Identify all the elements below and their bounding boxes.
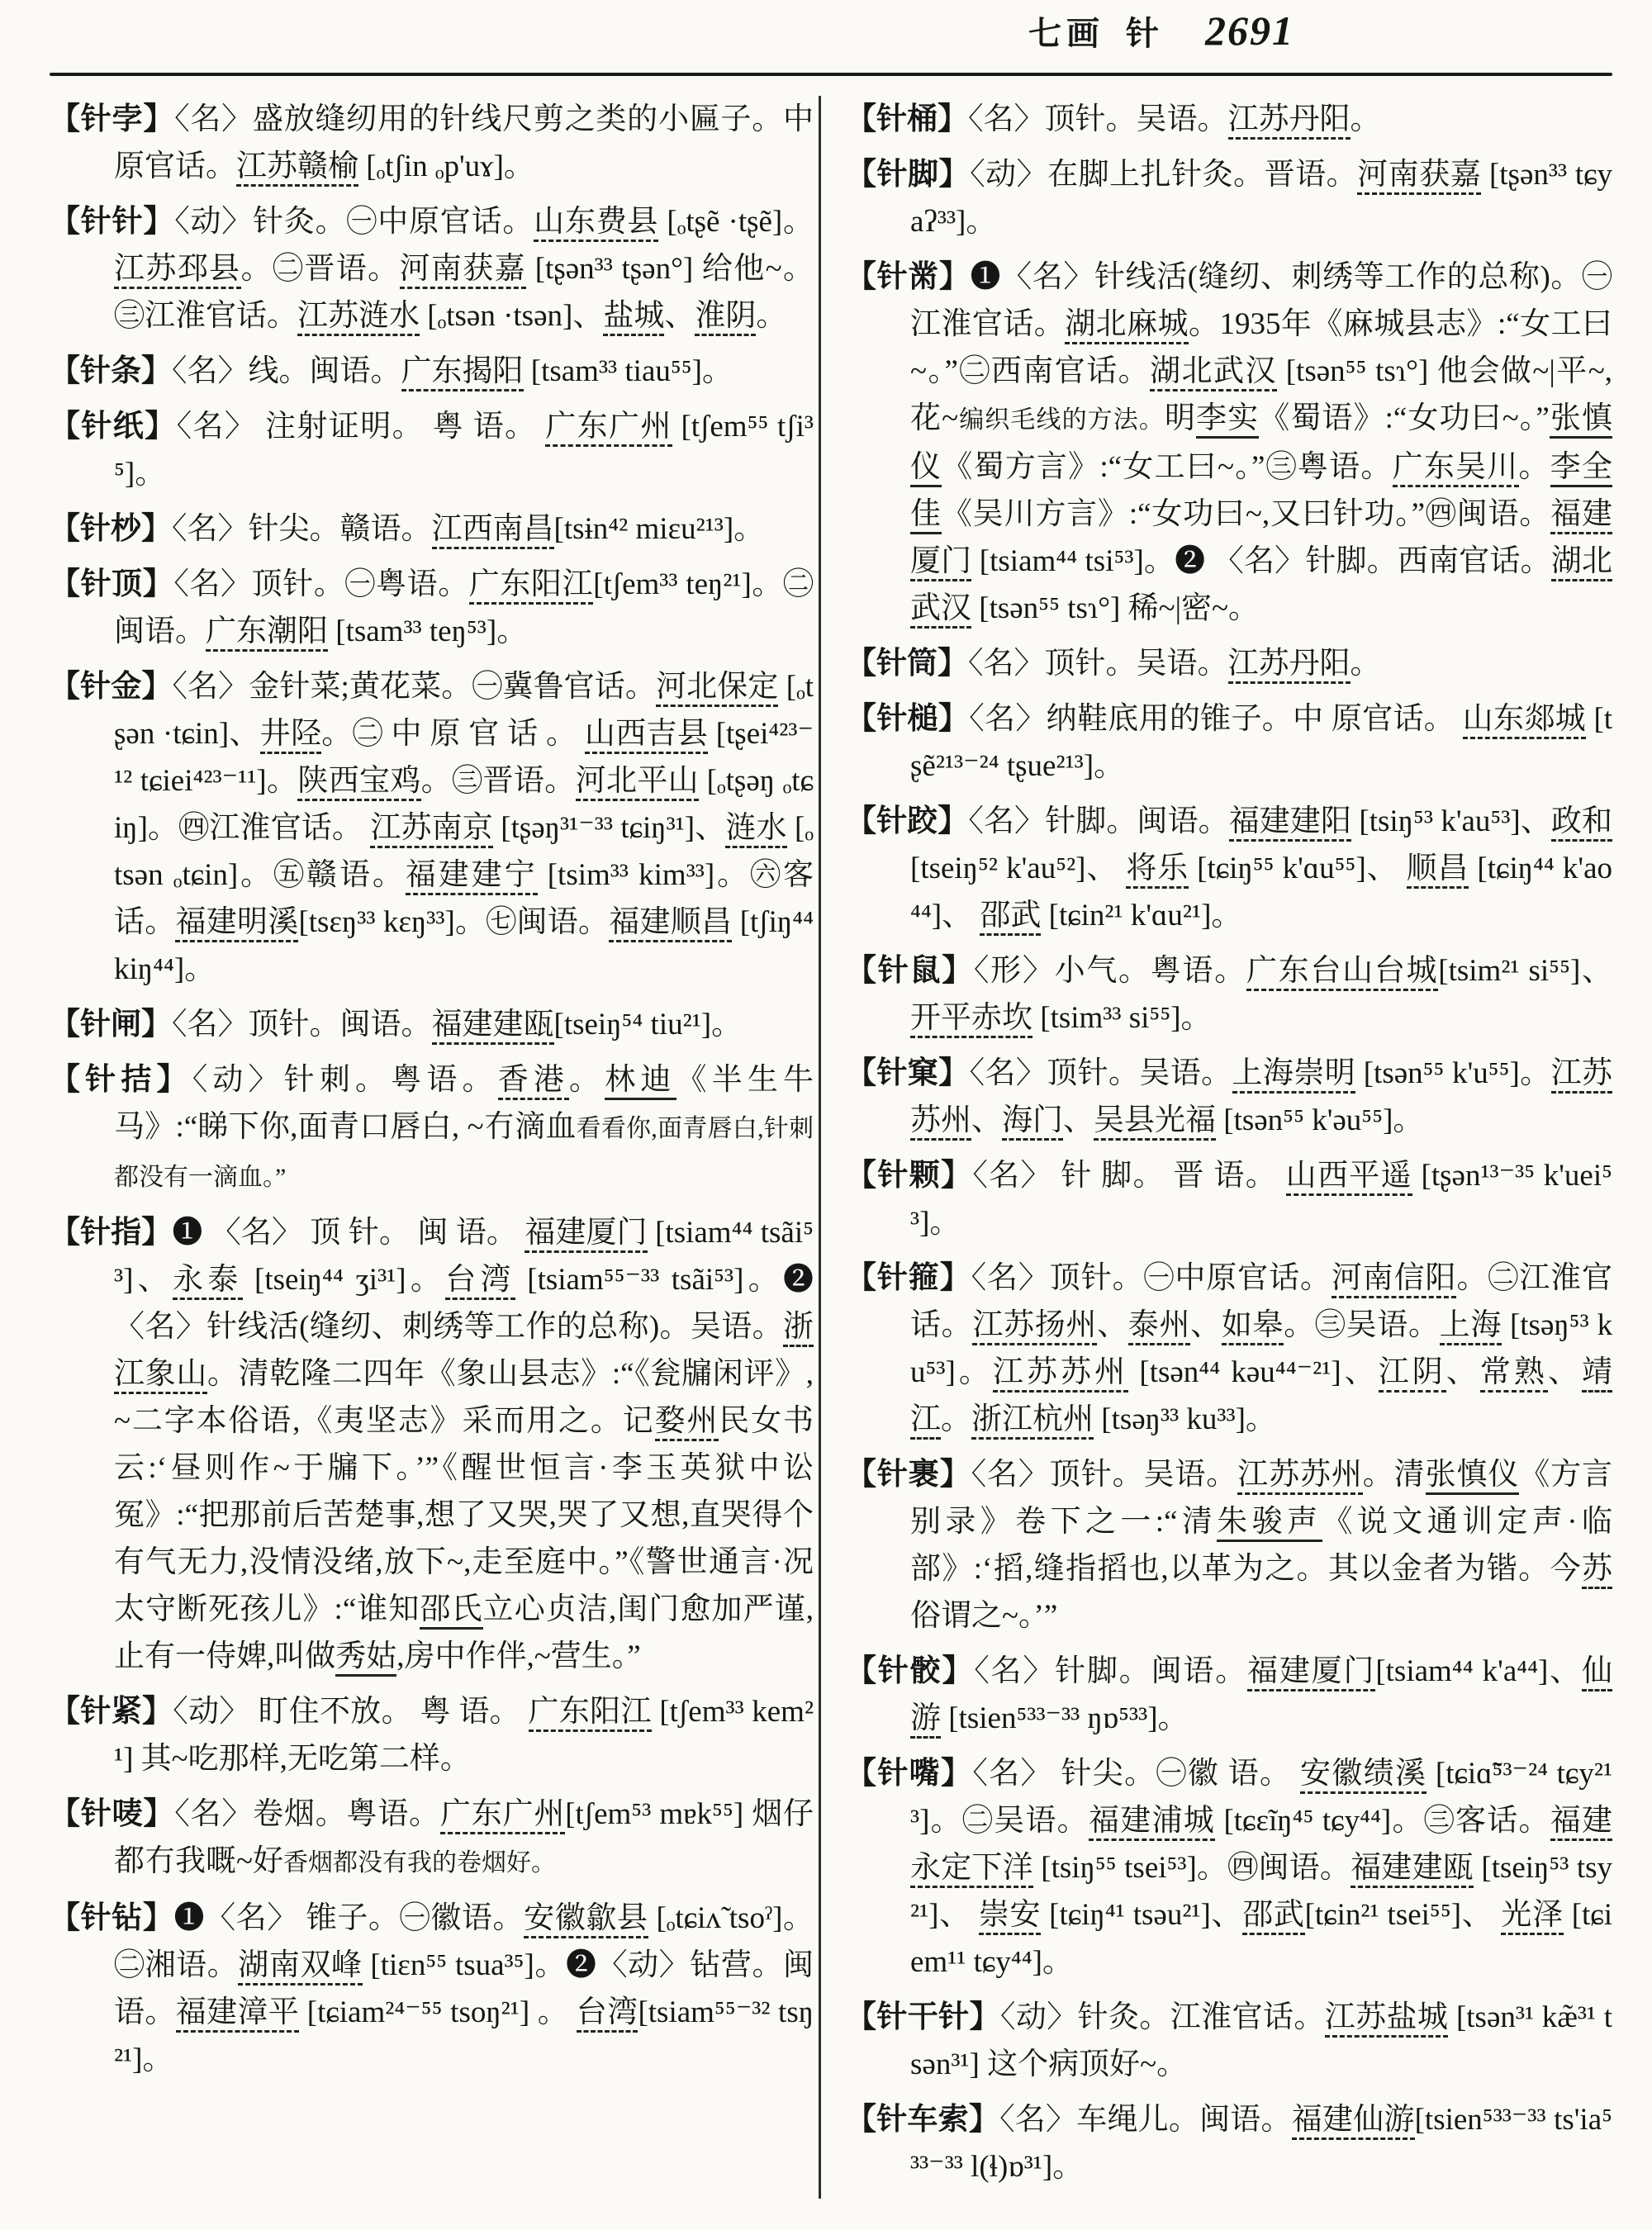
entry-text: [tsiam⁴⁴ tsi⁵³]。❷ 〈名〉针脚。西南官话。 — [971, 544, 1551, 578]
place-name: 广东台山台城 — [1246, 954, 1438, 991]
place-name: 湖北麻城 — [1065, 307, 1189, 344]
entry-text: 〈名〉顶针。㊀中原官话。 — [971, 1261, 1332, 1295]
dict-entry — [50, 403, 814, 497]
entry-text: 。 — [569, 1063, 605, 1097]
dict-entry — [50, 505, 814, 553]
person-name: 邵氏 — [420, 1592, 482, 1630]
entry-text: 。 — [1518, 450, 1550, 484]
page-header — [1028, 7, 1294, 55]
entry-text: [tsəŋ⁵³ ku⁵³]。 — [910, 1308, 1613, 1389]
place-name: 福建建阳 — [1229, 804, 1351, 842]
entry-text: 〈名〉盛放缝纫用的针线尺剪之类的小匾子。中原官话。 — [114, 102, 814, 183]
dict-entry — [50, 1688, 814, 1782]
entry-text: ,房中作伴,~营生。” — [396, 1639, 641, 1673]
text-columns — [50, 96, 1612, 2199]
entry-headword: 【 针箍 】 — [846, 1261, 971, 1295]
entry-text: 。 — [1350, 102, 1381, 136]
entry-headword: 【 针钻 】 — [50, 1901, 173, 1935]
entry-text: 《半生牛马》:“睇下你,面青口唇白, ~冇滴血 — [114, 1063, 814, 1144]
dict-entry — [50, 1895, 814, 2083]
entry-text: 。清乾隆二四年《象山县志》:“《瓮牖闲评》,~二字本俗语,《夷坚志》采而用之。记 — [114, 1357, 814, 1438]
entry-text: 〈名〉顶针。吴语。 — [968, 647, 1228, 681]
entry-headword: 【 针闸 】 — [50, 1008, 172, 1041]
dict-entry — [50, 561, 814, 655]
entry-text: 〈名〉针脚。闽语。 — [974, 1654, 1248, 1688]
place-name: 河北保定 — [656, 670, 778, 707]
entry-text: [tʂən¹³⁻³⁵ k'uei⁵³]。 — [910, 1159, 1613, 1240]
place-name: 江苏赣榆 — [236, 149, 358, 187]
place-name: 婺州 — [655, 1404, 719, 1441]
entry-text: 、 — [1446, 1355, 1480, 1389]
place-name: 广东阳江 — [529, 1695, 652, 1732]
dict-entry — [50, 198, 814, 339]
entry-text: 。㊁江淮官话。 — [910, 1261, 1613, 1342]
entry-headword: 【 针拮 】 — [50, 1063, 192, 1097]
entry-text: 、 — [1097, 1308, 1128, 1342]
entry-text: 、 — [1547, 1355, 1583, 1389]
place-name: 湖北武汉 — [1150, 354, 1277, 391]
entry-text: 、 — [1063, 1103, 1094, 1137]
place-name: 浙江杭州 — [971, 1402, 1094, 1440]
entry-text: ❶ 〈名〉 顶 针。 闽 语。 — [172, 1216, 525, 1250]
place-name: 常熟 — [1480, 1355, 1548, 1393]
dict-entry — [50, 96, 814, 190]
dict-entry — [50, 1056, 814, 1201]
entry-text: 。 — [1350, 647, 1381, 681]
entry-text: 《方言别录》卷下之一:“清 — [910, 1458, 1613, 1539]
entry-text: ❶〈名〉 锥子。㊀徽语。 — [173, 1901, 525, 1935]
entry-text: 。㊂吴语。 — [1284, 1308, 1440, 1342]
place-name: 河南信阳 — [1332, 1261, 1457, 1298]
place-name: 山西吉县 — [585, 717, 708, 754]
place-name: 香港 — [498, 1063, 569, 1100]
place-name: 江苏苏州 — [1237, 1458, 1363, 1495]
entry-text: [tʃiŋ⁴⁴ kiŋ⁴⁴]。 — [114, 905, 814, 986]
place-name: 邵武 — [1242, 1898, 1304, 1935]
entry-headword: 【 针干针 】 — [846, 2000, 1000, 2034]
place-name: 靖江 — [910, 1355, 1612, 1440]
entry-text: [tsien⁵³³⁻³³ ts'ia⁵³³⁻³³ l(ɬ)ɒ³¹]。 — [910, 2103, 1613, 2184]
entry-text: [tsən³¹ kæ̃³¹ tsən³¹] 这个病顶好~。 — [910, 2000, 1612, 2081]
place-name: 河北平山 — [576, 764, 699, 801]
entry-text: [tʂẽ²¹³⁻²⁴ tʂue²¹³]。 — [910, 702, 1613, 783]
place-name: 安徽歙县 — [524, 1901, 648, 1938]
entry-text: 《蜀语》:“女功曰~。” — [1259, 401, 1550, 435]
entry-text: [tsim²¹ si⁵⁵]、 — [1438, 954, 1613, 988]
entry-text: [ₒtsən ₒtɕin]。㊄赣语。 — [114, 811, 814, 892]
entry-text: [tsiŋ⁵⁵ tsei⁵³]。㊃闽语。 — [1032, 1851, 1351, 1885]
dict-entry — [846, 947, 1612, 1041]
place-name: 顺昌 — [1407, 852, 1469, 889]
place-name: 山东费县 — [534, 205, 658, 242]
entry-headword: 【 针金 】 — [50, 670, 172, 704]
entry-headword: 【 针纸 】 — [50, 410, 177, 444]
entry-headword: 【 针指 】 — [50, 1216, 172, 1250]
place-name: 开平赤坎 — [910, 1001, 1032, 1038]
person-name: 林迪 — [605, 1063, 676, 1100]
entry-text: 俗谓之~。’” — [910, 1599, 1058, 1633]
entry-text: 〈名〉金针菜;黄花菜。㊀冀鲁官话。 — [172, 670, 656, 704]
entry-text: 立心贞洁,闺门愈加严谨,止有一侍婢,叫做 — [114, 1592, 814, 1673]
place-name: 福建厦门 — [1247, 1654, 1375, 1691]
entry-text: 、 — [664, 299, 695, 333]
entry-text: 民女书云:‘昼则作~于牖下。’”《醒世恒言·李玉英狱中讼冤》:“把那前后苦楚事,想了又哭,哭了又想,直哭得个有气无力,没情没绪,放下~,走至庭中。”《警世通言·况太守断死孩儿》:“谁知 — [114, 1404, 814, 1626]
entry-headword: 【 针条 】 — [50, 354, 172, 388]
entry-text: 〈名〉顶针。㊀粤语。 — [173, 567, 469, 601]
place-name: 江西南昌 — [432, 512, 554, 549]
place-name: 福建厦门 — [910, 497, 1612, 581]
entry-text: 、 — [1190, 1308, 1222, 1342]
place-name: 安徽绩溪 — [1300, 1757, 1427, 1794]
place-name: 江苏苏州 — [910, 1056, 1612, 1141]
entry-headword: 【 针槌 】 — [846, 702, 969, 736]
entry-text: 。㊂晋语。 — [420, 764, 576, 798]
entry-text: [tsam³³ teŋ⁵³]。 — [328, 614, 528, 648]
dict-entry — [846, 1050, 1612, 1144]
place-name: 海门 — [1002, 1103, 1063, 1141]
left-column — [50, 96, 814, 2199]
place-name: 福建仙游 — [1292, 2103, 1415, 2140]
entry-headword: 【 针紧 】 — [50, 1695, 173, 1729]
place-name: 福建建宁 — [406, 858, 538, 895]
entry-text: 〈动〉在脚上扎针灸。晋语。 — [970, 158, 1358, 192]
entry-headword: 【 针裹 】 — [846, 1458, 971, 1492]
entry-text: 〈名〉纳鞋底用的锥子。中 原官话。 — [969, 702, 1463, 736]
entry-headword: 【 针针 】 — [50, 205, 174, 239]
entry-text: [ₒtʂəŋ ₒtɕiŋ]。㊃江淮官话。 — [114, 764, 814, 845]
place-name: 山西平遥 — [1286, 1159, 1412, 1196]
place-name: 浙江象山 — [114, 1310, 814, 1394]
place-name: 将乐 — [1126, 852, 1189, 889]
entry-text: [tɕiŋ⁴¹ tsəu²¹]、 — [1041, 1898, 1243, 1932]
dict-entry — [846, 1255, 1612, 1443]
entry-text: 《吴川方言》:“女功曰~,又曰针功。”㊃闽语。 — [941, 497, 1551, 531]
dict-entry — [846, 1994, 1612, 2088]
entry-text: 〈动〉针刺。粤语。 — [192, 1063, 498, 1097]
dict-entry — [846, 640, 1612, 687]
entry-text: [tsim³³ si⁵⁵]。 — [1032, 1001, 1212, 1035]
place-name: 陕西宝鸡 — [297, 764, 420, 801]
dict-entry — [846, 254, 1612, 632]
entry-text: 〈名〉 针 脚。 晋 语。 — [972, 1159, 1286, 1193]
dict-entry — [846, 1451, 1612, 1639]
entry-text: 〈名〉顶针。吴语。 — [971, 1458, 1238, 1492]
place-name: 淮阴 — [695, 299, 756, 336]
small-gloss: 看看你,面青唇白,针刺都没有一滴血。” — [114, 1115, 814, 1191]
entry-text: 明 — [1164, 401, 1197, 435]
dict-entry — [846, 2096, 1612, 2190]
entry-text: 《说文通训定声·临部》:‘搯,缝指搯也,以革为之。其以金者为锴。今 — [910, 1505, 1613, 1586]
entry-text: 〈名〉卷烟。粤语。 — [174, 1797, 440, 1831]
person-name: 朱骏声 — [1217, 1505, 1322, 1542]
place-name: 光泽 — [1501, 1898, 1563, 1935]
entry-headword: 【 针车索 】 — [846, 2103, 999, 2137]
place-name: 福建厦门 — [525, 1216, 647, 1253]
entry-text: [tɕɛĩŋ⁴⁵ tɕy⁴⁴]。㊂客话。 — [1214, 1804, 1550, 1838]
entry-text: 〈名〉 针尖。㊀徽 语。 — [972, 1757, 1300, 1791]
entry-headword: 【 针颗 】 — [846, 1159, 972, 1193]
place-name: 井陉 — [260, 717, 322, 754]
entry-text: 《蜀方言》:“女工曰~。”㊂粤语。 — [942, 450, 1393, 484]
place-name: 广东阳江 — [469, 567, 593, 605]
entry-text: [ₒtʃin ₒp'uɤ]。 — [358, 149, 534, 183]
entry-text: [tsən⁴⁴ kəu⁴⁴⁻²¹]、 — [1128, 1355, 1379, 1389]
dict-entry — [846, 695, 1612, 790]
place-name: 江苏扬州 — [972, 1308, 1097, 1345]
place-name: 福建建瓯 — [432, 1008, 554, 1045]
entry-text: [tɕiam²⁴⁻⁵⁵ tsoŋ²¹] 。 — [299, 1995, 577, 2029]
place-name: 广东广州 — [545, 410, 672, 447]
entry-text: 。㊁ 中 原 官 话 。 — [321, 717, 585, 751]
place-name: 福建顺昌 — [609, 905, 732, 942]
entry-text: [tsən⁵⁵ k'u⁵⁵]。 — [1355, 1056, 1551, 1090]
header-rule — [50, 73, 1612, 76]
place-name: 江苏涟水 — [297, 299, 420, 336]
entry-text: [tɕin²¹ k'ɑu²¹]。 — [1041, 899, 1242, 932]
place-name: 河南获嘉 — [1357, 158, 1481, 195]
entry-headword: 【 针顶 】 — [50, 567, 173, 601]
entry-text: 〈名〉顶针。吴语。 — [969, 1056, 1232, 1090]
entry-text: [tsən⁵⁵ tsɿ°] 稀~|密~。 — [971, 591, 1260, 625]
dict-entry — [846, 1648, 1612, 1742]
entry-text: [tseiŋ⁵³ tsy²¹]、 — [910, 1851, 1613, 1932]
place-name: 台湾 — [445, 1263, 515, 1300]
entry-headword: 【 针杪 】 — [50, 512, 172, 546]
entry-text: [tsɛŋ³³ kɛŋ³³]。㊆闽语。 — [298, 905, 610, 939]
entry-text: [tsən⁵⁵ tsɿ°] 他会做~|平~,花~ — [910, 354, 1613, 435]
header-radical-char: 针 — [1126, 15, 1159, 52]
entry-text: 、 — [971, 1103, 1002, 1137]
dict-entry — [50, 1791, 814, 1886]
entry-text: [tseiŋ⁴⁴ ʒi³¹]。 — [242, 1263, 446, 1297]
entry-text: [tiɛn⁵⁵ tsua³⁵]。❷〈动〉钻营。闽语。 — [114, 1948, 814, 2029]
right-column — [819, 96, 1612, 2199]
entry-text: 〈名〉线。闽语。 — [172, 354, 401, 388]
entry-text: [tseiŋ⁵⁴ tiu²¹]。 — [553, 1008, 743, 1041]
entry-text: [tɕiŋ⁴⁴ k'ao⁴⁴]、 — [910, 852, 1613, 932]
entry-text: [tɕiem¹¹ tɕy⁴⁴]。 — [910, 1898, 1613, 1979]
person-name: 张慎仪 — [910, 401, 1612, 487]
entry-text: 。1935年《麻城县志》:“女工曰~。”㊁西南官话。 — [910, 307, 1613, 388]
entry-text: 〈动〉针灸。㊀中原官话。 — [174, 205, 534, 239]
place-name: 苏 — [1582, 1552, 1612, 1589]
entry-text: [tʃem⁵³ mɐk⁵⁵] 烟仔都冇我嘅~好 — [114, 1797, 814, 1878]
entry-text: 。清 — [1362, 1458, 1426, 1492]
entry-headword: 【 针筒 】 — [846, 647, 968, 681]
place-name: 福建建瓯 — [1351, 1851, 1474, 1888]
entry-text: 。 — [941, 1402, 971, 1436]
person-name: 李全佳 — [910, 450, 1612, 534]
place-name: 盐城 — [603, 299, 664, 336]
entry-headword: 【 针窠 】 — [846, 1056, 970, 1090]
entry-text: [tsiŋ⁵³ k'au⁵³]、 — [1351, 804, 1551, 838]
entry-text: [tsien⁵³³⁻³³ ŋɒ⁵³³]。 — [941, 1701, 1189, 1735]
place-name: 上海 — [1440, 1308, 1502, 1345]
entry-text: [tʃem⁵⁵ tʃi³⁵]。 — [114, 410, 814, 491]
place-name: 湖北武汉 — [910, 544, 1612, 629]
entry-text: [tʂei⁴²³⁻¹² tɕiei⁴²³⁻¹¹]。 — [114, 717, 814, 798]
place-name: 福建漳平 — [176, 1995, 299, 2033]
entry-text: 〈名〉 注射证明。 粤 语。 — [176, 410, 546, 444]
place-name: 江苏盐城 — [1325, 2000, 1449, 2038]
entry-headword: 【 针骹 】 — [846, 1654, 974, 1688]
entry-text: 。 — [756, 299, 787, 333]
place-name: 江苏南京 — [370, 811, 493, 848]
dict-entry — [50, 663, 814, 993]
place-name: 广东吴川 — [1393, 450, 1519, 487]
place-name: 广东揭阳 — [401, 354, 524, 391]
dict-entry — [846, 96, 1612, 143]
entry-text: [tseiŋ⁵² k'au⁵²]、 — [910, 852, 1127, 885]
person-name: 秀姑 — [335, 1639, 396, 1677]
entry-text: [tsɨn⁴² miɛu²¹³]。 — [553, 512, 765, 546]
entry-text: [ₒtʂən ·tɕin]、 — [114, 670, 814, 751]
entry-text: 〈名〉顶针。闽语。 — [172, 1008, 432, 1041]
dict-entry — [50, 1001, 814, 1048]
entry-text: [tsiam⁵⁵⁻³² tsŋ²¹]。 — [114, 1995, 814, 2076]
place-name: 广东广州 — [440, 1797, 565, 1834]
place-name: 福建浦城 — [1089, 1804, 1215, 1841]
place-name: 永泰 — [173, 1263, 243, 1300]
entry-text: [tsiam⁵⁵⁻³³ tsãi⁵³]。❷〈名〉针线活(缝纫、刺绣等工作的总称)。吴语。 — [114, 1263, 814, 1344]
dict-entry — [846, 151, 1612, 245]
page-number: 2691 — [1205, 7, 1294, 54]
place-name: 崇安 — [979, 1898, 1041, 1935]
dict-entry — [846, 798, 1612, 939]
entry-text: [tʂən³³ tʂən°] 给他~。㊂江淮官话。 — [114, 252, 814, 333]
dict-entry — [846, 1152, 1612, 1246]
place-name: 江苏丹阳 — [1228, 102, 1351, 140]
entry-headword: 【 针孛 】 — [50, 102, 174, 136]
place-name: 福建永定下洋 — [910, 1804, 1612, 1888]
place-name: 江苏邳县 — [114, 252, 241, 289]
dict-entry — [50, 348, 814, 395]
entry-text: 〈动〉 盯住不放。 粤 语。 — [173, 1695, 529, 1729]
person-name: 李实 — [1196, 401, 1259, 439]
place-name: 江苏丹阳 — [1228, 647, 1351, 684]
entry-text: [tʃem³³ teŋ²¹]。㊁闽语。 — [114, 567, 814, 648]
entry-text: [ₒtʂẽ ·tʂẽ]。 — [658, 205, 814, 239]
place-name: 吴县光福 — [1094, 1103, 1216, 1141]
entry-text: [tɕin²¹ tsei⁵⁵]、 — [1304, 1898, 1502, 1932]
entry-text: [ₒtsən ·tsən]、 — [420, 299, 604, 333]
dict-entry — [50, 1209, 814, 1680]
entry-headword: 【 针脚 】 — [846, 158, 970, 192]
small-gloss: 香烟都没有我的卷烟好。 — [283, 1849, 557, 1877]
place-name: 涟水 — [725, 811, 786, 848]
place-name: 泰州 — [1128, 1308, 1190, 1345]
header-stroke-section: 七画 — [1028, 15, 1104, 52]
entry-text: [tsəŋ³³ ku³³]。 — [1094, 1402, 1276, 1436]
place-name: 政和 — [1551, 804, 1612, 842]
entry-headword: 【 针唛 】 — [50, 1797, 174, 1831]
entry-text: [tʃem³³ kem²¹] 其~吃那样,无吃第二样。 — [114, 1695, 814, 1776]
entry-text: 〈形〉小气。粤语。 — [973, 954, 1246, 988]
dict-entry — [846, 1750, 1612, 1986]
entry-text: 〈名〉车绳儿。闽语。 — [999, 2103, 1292, 2137]
place-name: 河南获嘉 — [400, 252, 527, 289]
place-name: 仙游 — [910, 1654, 1612, 1739]
entry-text: 〈动〉针灸。江淮官话。 — [999, 2000, 1325, 2034]
entry-text: [tʂən³³ tɕyaʔ³³]。 — [910, 158, 1613, 239]
entry-text: [tsiam⁴⁴ tsãi⁵³]、 — [114, 1216, 814, 1297]
entry-text: [tsam³³ tiau⁵⁵]。 — [523, 354, 733, 388]
entry-text: [tsən⁵⁵ k'əu⁵⁵]。 — [1216, 1103, 1424, 1137]
entry-text: [tsiam⁴⁴ k'a⁴⁴]、 — [1375, 1654, 1582, 1688]
place-name: 如皋 — [1222, 1308, 1284, 1345]
place-name: 江苏苏州 — [993, 1355, 1128, 1393]
entry-text: [tʂəŋ³¹⁻³³ tɕiŋ³¹]、 — [492, 811, 726, 845]
place-name: 台湾 — [577, 1995, 638, 2033]
place-name: 邵武 — [980, 899, 1041, 936]
place-name: 广东潮阳 — [206, 614, 328, 652]
entry-text: [tɕiŋ⁵⁵ k'ɑu⁵⁵]、 — [1189, 852, 1407, 885]
entry-headword: 【 针黹 】 — [846, 260, 970, 294]
entry-text: 〈名〉顶针。吴语。 — [968, 102, 1228, 136]
entry-text: 〈名〉针尖。赣语。 — [172, 512, 432, 546]
entry-text: ❶〈名〉针线活(缝纫、刺绣等工作的总称)。㊀江淮官话。 — [910, 260, 1613, 341]
entry-text: [tsim³³ kim³³]。㊅客话。 — [114, 858, 814, 939]
entry-headword: 【 针鼠 】 — [846, 954, 974, 988]
place-name: 上海崇明 — [1232, 1056, 1356, 1094]
entry-text: [ₒtɕiʌ̃ tsoˀ]。㊁湘语。 — [114, 1901, 814, 1982]
person-name: 张慎仪 — [1426, 1458, 1520, 1495]
entry-text: 〈名〉针脚。闽语。 — [968, 804, 1229, 838]
place-name: 湖南双峰 — [238, 1948, 362, 1986]
place-name: 福建明溪 — [175, 905, 298, 942]
entry-text: [tɕiɑ̃⁵³⁻²⁴ tɕy²¹³]。㊁吴语。 — [910, 1757, 1613, 1838]
small-gloss: 编织毛线的方法。 — [958, 406, 1165, 434]
place-name: 山东郯城 — [1463, 702, 1586, 739]
entry-headword: 【 针桶 】 — [846, 102, 968, 136]
place-name: 江阴 — [1379, 1355, 1446, 1393]
entry-headword: 【 针嘴 】 — [846, 1757, 972, 1791]
entry-headword: 【 针跤 】 — [846, 804, 968, 838]
entry-text: 。㊁晋语。 — [240, 252, 400, 286]
